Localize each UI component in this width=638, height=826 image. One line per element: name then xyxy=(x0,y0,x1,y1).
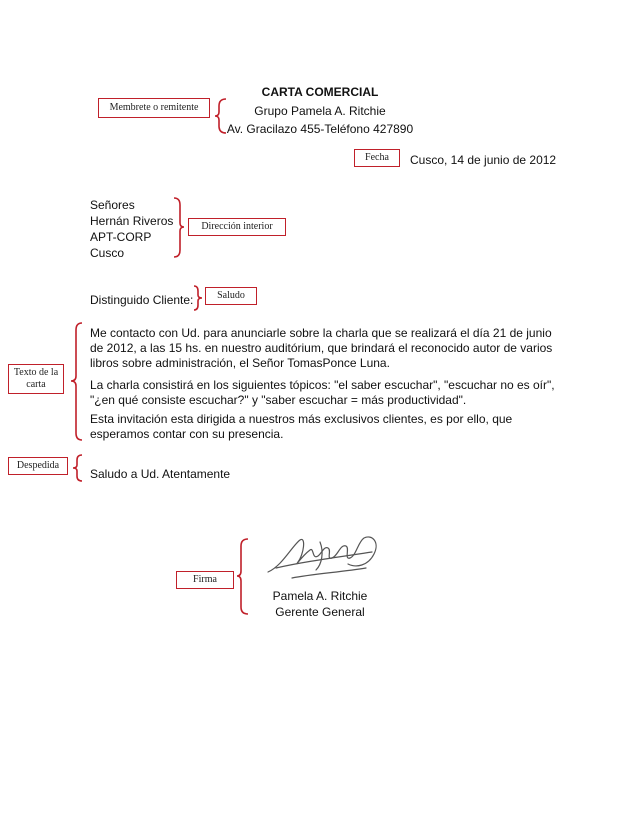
bracket-texto xyxy=(70,322,84,442)
label-fecha: Fecha xyxy=(354,149,400,167)
paragraph-3: Esta invitación esta dirigida a nuestros más exclusivos clientes, es por ello, que esperamos contar con su presencia. xyxy=(90,412,513,441)
bracket-firma xyxy=(236,538,250,616)
letter-title: CARTA COMERCIAL xyxy=(261,85,379,99)
signer-title: Gerente General xyxy=(275,605,365,619)
recipient-line-2: Hernán Riveros xyxy=(90,214,174,228)
paragraph-2: La charla consistirá en los siguientes tópicos: "el saber escuchar", "escuchar no es oír", "¿en qué consiste escuchar?" y "saber escuchar = más productividad". xyxy=(90,378,555,407)
recipient-line-1: Señores xyxy=(90,198,135,212)
salutation: Distinguido Cliente: xyxy=(90,293,194,307)
sender-address: Av. Gracilazo 455-Teléfono 427890 xyxy=(226,122,414,136)
recipient-line-4: Cusco xyxy=(90,246,125,260)
label-saludo: Saludo xyxy=(205,287,257,305)
paragraph-1: Me contacto con Ud. para anunciarle sobre la charla que se realizará el día 21 de junio de 2012, a las 15 hs. en nuestro auditórium, que brindará el reconocido autor de varios libros sobre administración, el Señor TomasPonce Luna. xyxy=(90,326,553,370)
label-firma: Firma xyxy=(176,571,234,589)
label-texto: Texto de la carta xyxy=(8,364,64,394)
bracket-saludo xyxy=(192,285,204,311)
bracket-membrete xyxy=(214,98,228,134)
bracket-direccion xyxy=(172,197,186,259)
recipient-line-3: APT-CORP xyxy=(90,230,152,244)
label-membrete: Membrete o remitente xyxy=(98,98,210,118)
signer-name: Pamela A. Ritchie xyxy=(272,589,368,603)
label-direccion: Dirección interior xyxy=(188,218,286,236)
label-despedida: Despedida xyxy=(8,457,68,475)
signature-icon xyxy=(262,528,387,586)
letter-date: Cusco, 14 de junio de 2012 xyxy=(410,153,557,167)
sender-name: Grupo Pamela A. Ritchie xyxy=(254,104,386,118)
closing: Saludo a Ud. Atentamente xyxy=(90,467,231,481)
bracket-despedida xyxy=(72,454,84,482)
